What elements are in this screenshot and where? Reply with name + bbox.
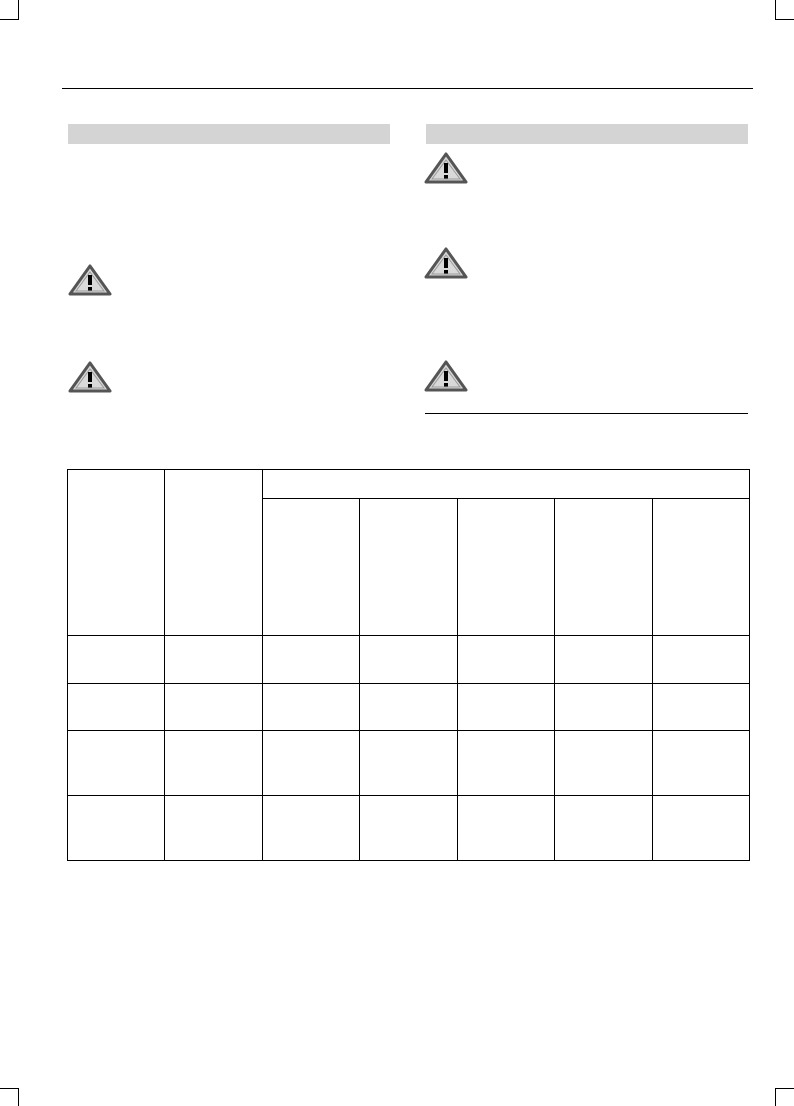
table-row [68,796,750,861]
table-cell [165,796,263,861]
crop-mark-bottom-right-vertical [775,1088,776,1106]
warning-triangle-icon [424,247,468,279]
table-cell [653,683,750,731]
table-cell [458,636,555,684]
page-header-rule [62,88,753,89]
table-cell [263,731,360,796]
warning-triangle-icon [424,360,468,392]
table-row [68,683,750,731]
table-row [68,731,750,796]
table-cell [458,731,555,796]
table-cell [653,636,750,684]
table-cell [263,636,360,684]
subheader-cell [263,499,360,636]
table-cell [360,731,458,796]
table-row [68,636,750,684]
table-cell [555,796,653,861]
table-header-row [68,470,750,499]
table-cell [263,683,360,731]
subheader-cell [360,499,458,636]
right-section-heading-bar [426,124,748,144]
table-cell [555,683,653,731]
data-table [67,469,750,861]
crop-mark-bottom-right-horizontal [776,1088,794,1089]
table-cell [68,636,165,684]
table-cell [653,731,750,796]
header-cell-col-2 [165,470,263,636]
subheader-cell [653,499,750,636]
table-cell [360,636,458,684]
crop-mark-bottom-left-horizontal [0,1088,19,1089]
table-cell [458,796,555,861]
subheader-cell [458,499,555,636]
crop-mark-top-left-horizontal [0,19,19,20]
header-cell-col-1 [68,470,165,636]
table-cell [555,731,653,796]
table-cell [555,636,653,684]
crop-mark-top-right-vertical [775,0,776,20]
table-cell [165,731,263,796]
table-cell [165,636,263,684]
section-end-rule [425,413,748,414]
crop-mark-top-left-vertical [18,0,19,20]
warning-triangle-icon [424,152,468,184]
warning-triangle-icon [68,264,112,296]
header-cell-group [263,470,750,499]
crop-mark-top-right-horizontal [776,19,794,20]
table-cell [263,796,360,861]
subheader-cell [555,499,653,636]
left-section-heading-bar [68,124,390,144]
crop-mark-bottom-left-vertical [18,1088,19,1106]
table-cell [165,683,263,731]
table-cell [653,796,750,861]
table-cell [68,796,165,861]
table-cell [68,731,165,796]
warning-triangle-icon [68,361,112,393]
table-cell [68,683,165,731]
table-cell [360,796,458,861]
table-cell [360,683,458,731]
table-cell [458,683,555,731]
